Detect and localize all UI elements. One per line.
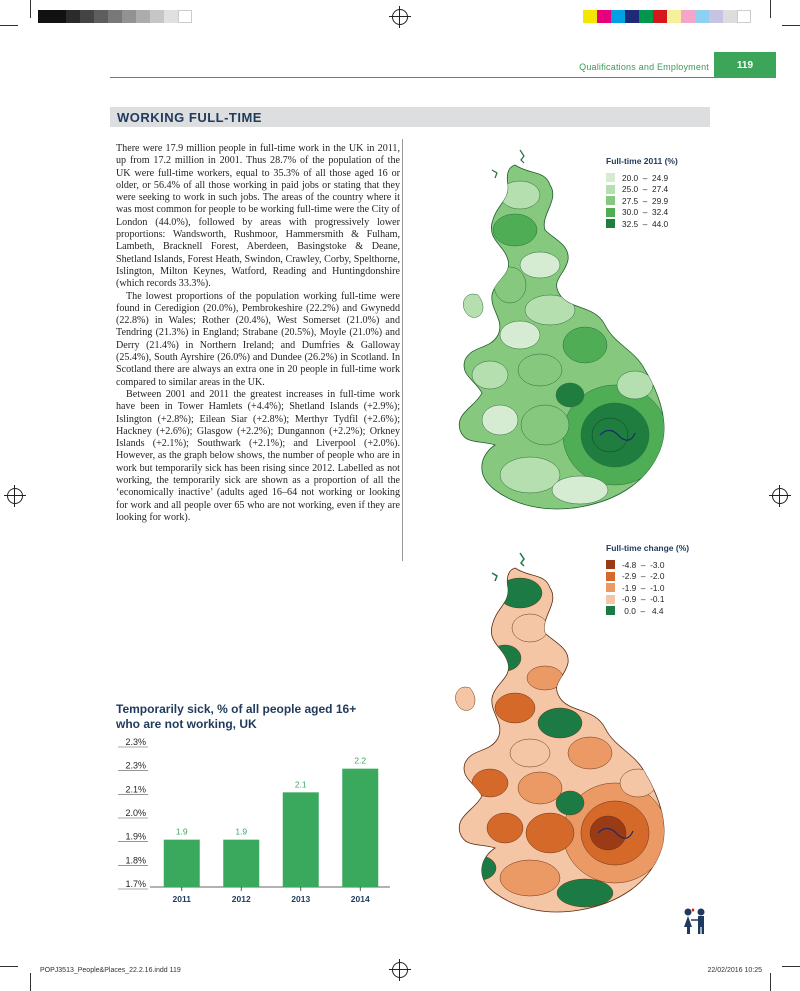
crop-mark [30,0,31,18]
legend-item: -2.9 – -2.0 [606,571,689,583]
y-tick-label: 1.8% [125,855,146,866]
legend-title: Full-time 2011 (%) [606,156,678,166]
y-tick-label: 1.7% [125,879,146,889]
y-tick-label: 2.3% [125,737,146,747]
calibration-strip-color [583,10,751,23]
legend-item: 20.0 – 24.9 [606,172,678,184]
body-paragraph-3: Between 2001 and 2011 the greatest increases in full-time work have been in Tower Hamlets (+4.4%); Shetland Islands (+2.9%); Islington (+2.8%); Eilean Siar (+2.8%); Merthyr Tydfil (+2.6%); Hackney (+2.6%); Glasgow (+2.2%); Dungannon (+2.2%); Orkney Islands (+2.1%); Southwark (+2.1%); and Liverpool (+2.0%). However, as the graph below shows, the number of people who are in work but temporarily sick has been rising since 2012. Labelled as not working, the temporarily sick are shown as a proportion of all the ‘economically inactive’ (adults aged 16–64 not working or looking for work and all people over 65 who are not working, even if they are looking for work). [116,388,400,523]
crop-mark [770,0,771,18]
legend-item: -1.9 – -1.0 [606,582,689,594]
crop-mark [770,973,771,991]
bar-value-label: 1.9 [235,826,248,837]
section-title: WORKING FULL-TIME [117,110,262,125]
running-head: Qualifications and Employment [579,62,709,72]
legend-item: 25.0 – 27.4 [606,184,678,196]
legend-item: -0.9 – -0.1 [606,594,689,606]
registration-mark-icon [392,962,408,978]
bar-value-label: 2.1 [294,779,307,790]
registration-mark-icon [392,9,408,25]
y-tick-label: 1.9% [125,831,146,842]
body-paragraph-1: There were 17.9 million people in full-time work in the UK in 2011, up from 17.2 million in 2001. Thus 28.7% of the population of the UK were full-time workers, equal to 35.3% of all those aged 16 or older, or 56.4% of all those working in paid jobs or stating that they were seeking to work in such jobs. The areas of the country where it was most common for people to be working full-time were the City of London (44.0%), followed by areas with progressively lower proportions: Wandsworth, Rushmoor, Hammersmith & Fulham, Lambeth, Bracknell Forest, Aberdeen, Basingstoke & Deane, Shetland Islands, Forest Heath, Swindon, Crawley, Corby, Spelthorne, Islington, Milton Keynes, Watford, Reading and Huntingdonshire (which records 33.3%). [116,143,400,290]
crop-mark [782,966,800,967]
temporarily-sick-bar-chart [110,735,400,910]
legend-item: 0.0 – 4.4 [606,605,689,617]
bar [342,769,378,887]
x-tick-label: 2012 [231,894,251,904]
crop-mark [30,973,31,991]
crop-mark [782,25,800,26]
legend-item: 27.5 – 29.9 [606,195,678,207]
legend-item: -4.8 – -3.0 [606,559,689,571]
page-number: 119 [714,52,776,78]
bar [164,840,200,887]
legend-item: 32.5 – 44.0 [606,218,678,230]
crop-mark [0,966,18,967]
body-paragraph-2: The lowest proportions of the population working full-time were found in Ceredigion (20.0%), Pembrokeshire (22.2%) and Gwynedd (22.8%) in Wales; Rother (20.4%), West Somerset (21.0%) and Tendring (21.3%) in England; Strabane (20.5%), Moyle (21.0%) and Derry (21.4%) in Northern Ireland; and Dumfries & Galloway (25.4%), South Ayrshire (26.0%) and Dundee (26.2%) in Scotland. In Scotland there are always an extra one in 20 people in full-time work compared to similar areas in the UK. [116,290,400,388]
x-tick-label: 2014 [350,894,370,904]
registration-mark-icon [772,488,788,504]
file-slug: POPJ3513_People&Places_22.2.16.indd 119 [40,967,181,974]
x-tick-label: 2013 [291,894,311,904]
bar [283,792,319,887]
y-tick-label: 2.1% [125,784,146,795]
legend-title: Full-time change (%) [606,543,690,553]
people-holding-hands-icon [680,907,710,935]
bar-value-label: 1.9 [175,826,188,837]
registration-mark-icon [7,488,23,504]
map-full-time-2011 [420,145,680,525]
x-tick-label: 2011 [172,894,191,904]
bar-value-label: 2.2 [354,755,367,766]
bar [223,840,259,887]
chart-title: Temporarily sick, % of all people aged 16+ who are not working, UK [116,702,357,731]
calibration-strip-grayscale [38,10,192,23]
column-divider [402,139,403,561]
header-rule [110,77,714,78]
body-text [116,143,400,524]
crop-mark [0,25,18,26]
legend-item: 30.0 – 32.4 [606,207,678,219]
y-tick-label: 2.3% [125,760,146,771]
map-full-time-change [420,548,680,918]
y-tick-label: 2.0% [125,808,146,818]
file-date: 22/02/2016 10:25 [707,967,762,974]
